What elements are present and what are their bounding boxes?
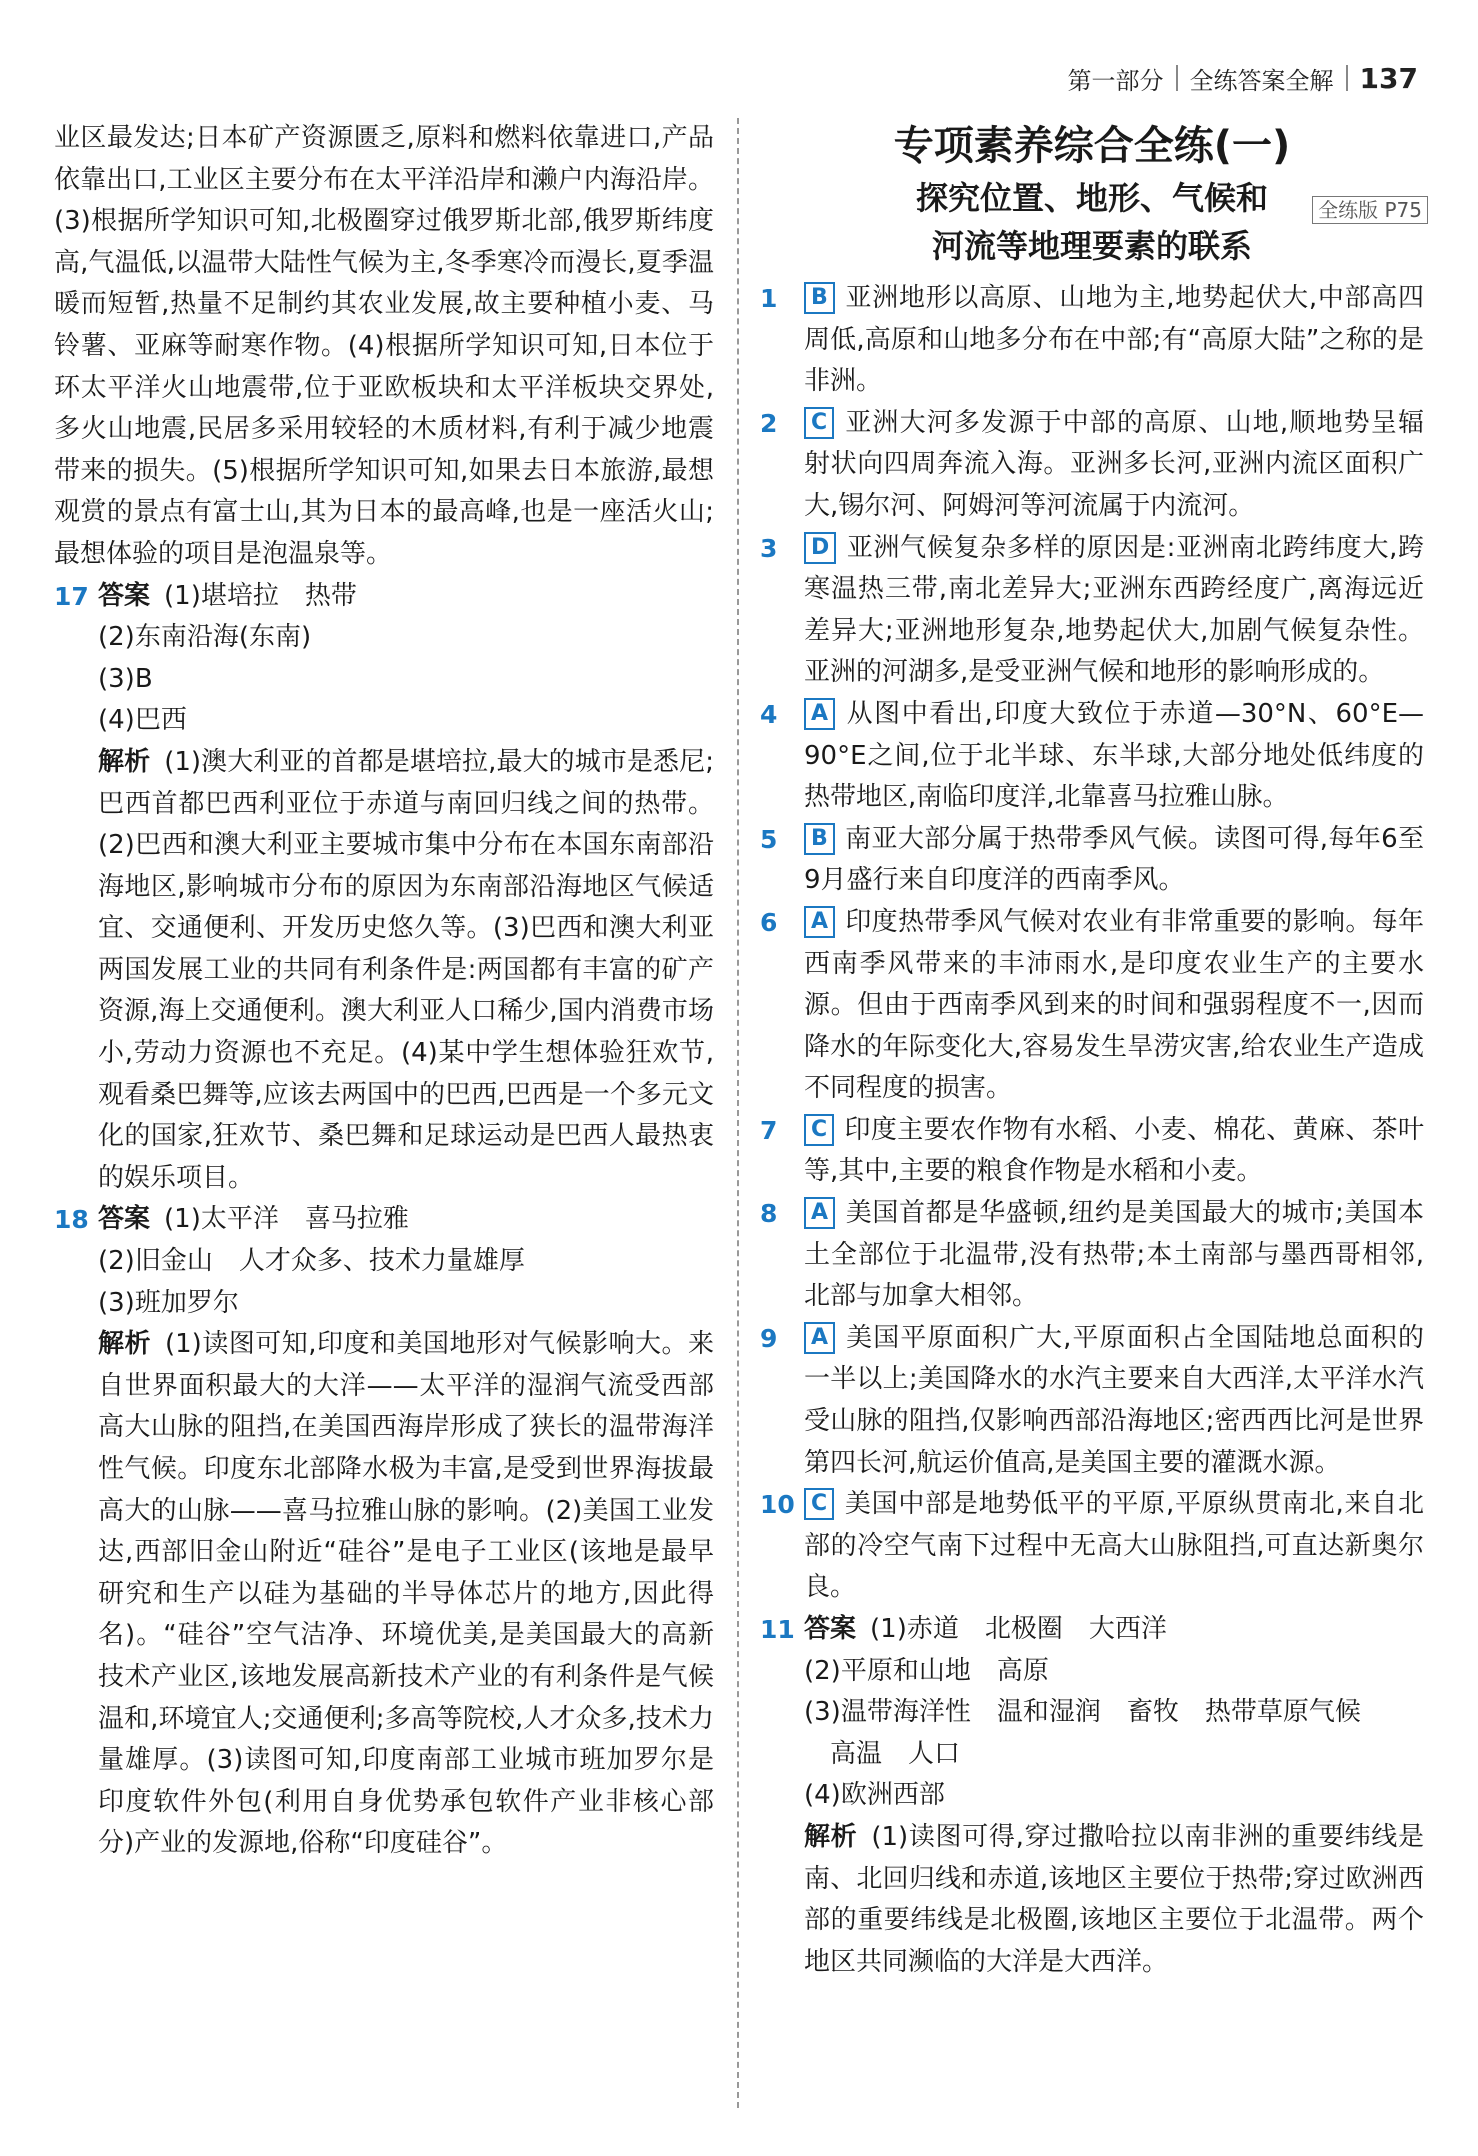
question-number: 2 <box>760 408 778 438</box>
question-18 <box>54 1199 714 1865</box>
list-item <box>760 819 1424 902</box>
list-item <box>760 1193 1424 1318</box>
answer-text: 高原 <box>996 1655 1049 1686</box>
answer-choice-badge: B <box>804 823 835 855</box>
answer-choice-badge: A <box>804 1322 835 1354</box>
question-number: 18 <box>54 1205 89 1235</box>
answer-text: 温和湿润 <box>996 1697 1101 1728</box>
answer-text: 畜牧 <box>1126 1697 1179 1728</box>
answer-text: (2)平原和山地 <box>804 1655 971 1686</box>
explanation-text: 亚洲气候复杂多样的原因是:亚洲南北跨纬度大,跨寒温热三带,南北差异大;亚洲东西跨经度广,离海远近差异大;亚洲地形复杂,地势起伏大,加剧气候复杂性。亚洲的河湖多,是受亚洲气候和地形的影响形成的。 <box>804 532 1424 688</box>
answer-choice-badge: D <box>804 532 836 564</box>
page-number: 137 <box>1359 61 1418 95</box>
list-item <box>760 1484 1424 1609</box>
answer-text: (3)B <box>98 663 153 694</box>
right-column <box>760 118 1424 1983</box>
answer-text: 高温 <box>830 1738 883 1769</box>
question-number: 3 <box>760 533 778 563</box>
answer-text: 热带 <box>304 580 357 611</box>
answer-choice-badge: B <box>804 282 835 314</box>
explanation-text: 印度主要农作物有水稻、小麦、棉花、黄麻、茶叶等,其中,主要的粮食作物是水稻和小麦。 <box>804 1114 1424 1187</box>
question-number: 7 <box>760 1115 778 1145</box>
list-item <box>760 528 1424 694</box>
list-item <box>760 694 1424 819</box>
explanation-text: 美国中部是地势低平的平原,平原纵贯南北,来自北部的冷空气南下过程中无高大山脉阻挡,可直达新奥尔良。 <box>804 1489 1424 1603</box>
answer-choice-badge: C <box>804 407 834 439</box>
answer-text: 喜马拉雅 <box>304 1204 409 1235</box>
header-divider <box>1176 65 1178 91</box>
section-subtitle: 河流等地理要素的联系 <box>931 227 1252 265</box>
analysis-label: 解析 <box>98 1329 151 1360</box>
answer-text: (4)巴西 <box>98 705 187 736</box>
list-item <box>760 902 1424 1110</box>
header-divider <box>1346 65 1348 91</box>
question-number: 11 <box>760 1615 795 1644</box>
header-part: 第一部分 <box>1067 66 1164 95</box>
answer-label: 答案 <box>98 580 151 611</box>
answer-text: (4)欧洲西部 <box>804 1780 945 1811</box>
explanation-text: 南亚大部分属于热带季风气候。读图可得,每年6至9月盛行来自印度洋的西南季风。 <box>804 823 1424 896</box>
question-11 <box>760 1609 1424 1983</box>
header-title: 全练答案全解 <box>1189 66 1334 95</box>
question-17 <box>54 576 714 1200</box>
explanation-text: 亚洲大河多发源于中部的高原、山地,顺地势呈辐射状向四周奔流入海。亚洲多长河,亚洲内流区面积广大,锡尔河、阿姆河等河流属于内流河。 <box>804 407 1424 521</box>
answer-label: 答案 <box>804 1614 857 1644</box>
analysis-label: 解析 <box>98 746 151 777</box>
question-number: 8 <box>760 1199 778 1229</box>
question-number: 1 <box>760 284 778 313</box>
answer-text: (3)温带海洋性 <box>804 1697 971 1728</box>
list-item <box>760 403 1424 528</box>
analysis-text: (1)澳大利亚的首都是堪培拉,最大的城市是悉尼;巴西首都巴西利亚位于赤道与南回归线之间的热带。(2)巴西和澳大利亚主要城市集中分布在本国东南部沿海地区,影响城市分布的原因为东南部沿海地区气候适宜、交通便利、开发历史悠久等。(3)巴西和澳大利亚两国发展工业的共同有利条件是:两国都有丰富的矿产资源,海上交通便利。澳大利亚人口稀少,国内消费市场小,劳动力资源也不充足。(4)某中学生想体验狂欢节,观看桑巴舞等,应该去两国中的巴西,巴西是一个多元文化的国家,狂欢节、桑巴舞和足球运动是巴西人最热衷的娱乐项目。 <box>98 746 714 1193</box>
answer-choice-badge: C <box>804 1114 834 1146</box>
column-divider <box>737 118 739 2108</box>
explanation-text: 美国首都是华盛顿,纽约是美国最大的城市;美国本土全部位于北温带,没有热带;本土南部与墨西哥相邻,北部与加拿大相邻。 <box>804 1198 1424 1312</box>
answer-text: (3)班加罗尔 <box>98 1287 239 1318</box>
analysis-text: (1)读图可得,穿过撒哈拉以南非洲的重要纬线是南、北回归线和赤道,该地区主要位于热带;穿过欧洲西部的重要纬线是北极圈,该地区主要位于北温带。两个地区共同濒临的大洋是大西洋。 <box>804 1821 1424 1977</box>
question-number: 9 <box>760 1323 778 1353</box>
list-item <box>760 278 1424 403</box>
answer-text: (2)旧金山 <box>98 1246 213 1277</box>
analysis-text: (1)读图可知,印度和美国地形对气候影响大。来自世界面积最大的大洋——太平洋的湿润气流受西部高大山脉的阻挡,在美国西海岸形成了狭长的温带海洋性气候。印度东北部降水极为丰富,是受到世界海拔最高大的山脉——喜马拉雅山脉的影响。(2)美国工业发达,西部旧金山附近“硅谷”是电子工业区(该地是最早研究和生产以硅为基础的半导体芯片的地方,因此得名)。“硅谷”空气洁净、环境优美,是美国最大的高新技术产业区,该地发展高新技术产业的有利条件是气候温和,环境宜人;交通便利;多高等院校,人才众多,技术力量雄厚。(3)读图可知,印度南部工业城市班加罗尔是印度软件外包(利用自身优势承包软件产业非核心部分)产业的发源地,俗称“印度硅谷”。 <box>98 1329 714 1859</box>
explanation-text: 美国平原面积广大,平原面积占全国陆地总面积的一半以上;美国降水的水汽主要来自大西洋,太平洋水汽受山脉的阻挡,仅影响西部沿海地区;密西西比河是世界第四长河,航运价值高,是美国主要的灌溉水源。 <box>804 1322 1424 1478</box>
explanation-text: 印度热带季风气候对农业有非常重要的影响。每年西南季风带来的丰沛雨水,是印度农业生产的主要水源。但由于西南季风到来的时间和强弱程度不一,因而降水的年际变化大,容易发生旱涝灾害,给农业生产造成不同程度的损害。 <box>804 906 1424 1104</box>
answer-choice-badge: A <box>804 698 835 730</box>
question-number: 4 <box>760 699 778 729</box>
answer-choice-badge: A <box>804 1197 835 1229</box>
answer-label: 答案 <box>98 1204 151 1235</box>
answer-text: 人才众多、技术力量雄厚 <box>238 1246 525 1277</box>
continued-analysis: 业区最发达;日本矿产资源匮乏,原料和燃料依靠进口,产品依靠出口,工业区主要分布在太平洋沿岸和濑户内海沿岸。(3)根据所学知识可知,北极圈穿过俄罗斯北部,俄罗斯纬度高,气温低,以温带大陆性气候为主,冬季寒冷而漫长,夏季温暖而短暂,热量不足制约其农业发展,故主要种植小麦、马铃薯、亚麻等耐寒作物。(4)根据所学知识可知,日本位于环太平洋火山地震带,位于亚欧板块和太平洋板块交界处,多火山地震,民居多采用较轻的木质材料,有利于减少地震带来的损失。(5)根据所学知识可知,如果去日本旅游,最想观赏的景点有富士山,其为日本的最高峰,也是一座活火山;最想体验的项目是泡温泉等。 <box>54 123 714 569</box>
answer-text: (1)堪培拉 <box>164 580 279 611</box>
list-item <box>760 1318 1424 1484</box>
question-number: 5 <box>760 824 778 854</box>
question-number: 17 <box>54 581 89 611</box>
answer-list <box>760 278 1424 1983</box>
answer-text: 大西洋 <box>1088 1614 1167 1644</box>
answer-text: 热带草原气候 <box>1204 1697 1361 1728</box>
page-header <box>1068 58 1418 98</box>
question-number: 10 <box>760 1490 795 1520</box>
section-subtitle: 探究位置、地形、气候和 <box>915 179 1268 217</box>
answer-choice-badge: A <box>804 906 835 938</box>
explanation-text: 从图中看出,印度大致位于赤道—30°N、60°E—90°E之间,位于北半球、东半球,大部分地处低纬度的热带地区,南临印度洋,北靠喜马拉雅山脉。 <box>804 698 1424 813</box>
list-item <box>760 1110 1424 1193</box>
answer-text: (1)太平洋 <box>164 1204 279 1235</box>
answer-text: (1)赤道 <box>870 1614 959 1644</box>
page-reference-badge: 全练版 P75 <box>1312 196 1428 224</box>
answer-text: 北极圈 <box>984 1614 1063 1644</box>
answer-text: (2)东南沿海(东南) <box>98 622 312 653</box>
answer-text: 人口 <box>908 1738 961 1769</box>
left-column <box>54 118 714 1865</box>
question-number: 6 <box>760 907 778 937</box>
analysis-label: 解析 <box>804 1821 858 1852</box>
explanation-text: 亚洲地形以高原、山地为主,地势起伏大,中部高四周低,高原和山地多分布在中部;有“高原大陆”之称的是非洲。 <box>804 283 1424 397</box>
section-title: 专项素养综合全练(一) <box>893 123 1291 169</box>
answer-choice-badge: C <box>804 1488 834 1520</box>
